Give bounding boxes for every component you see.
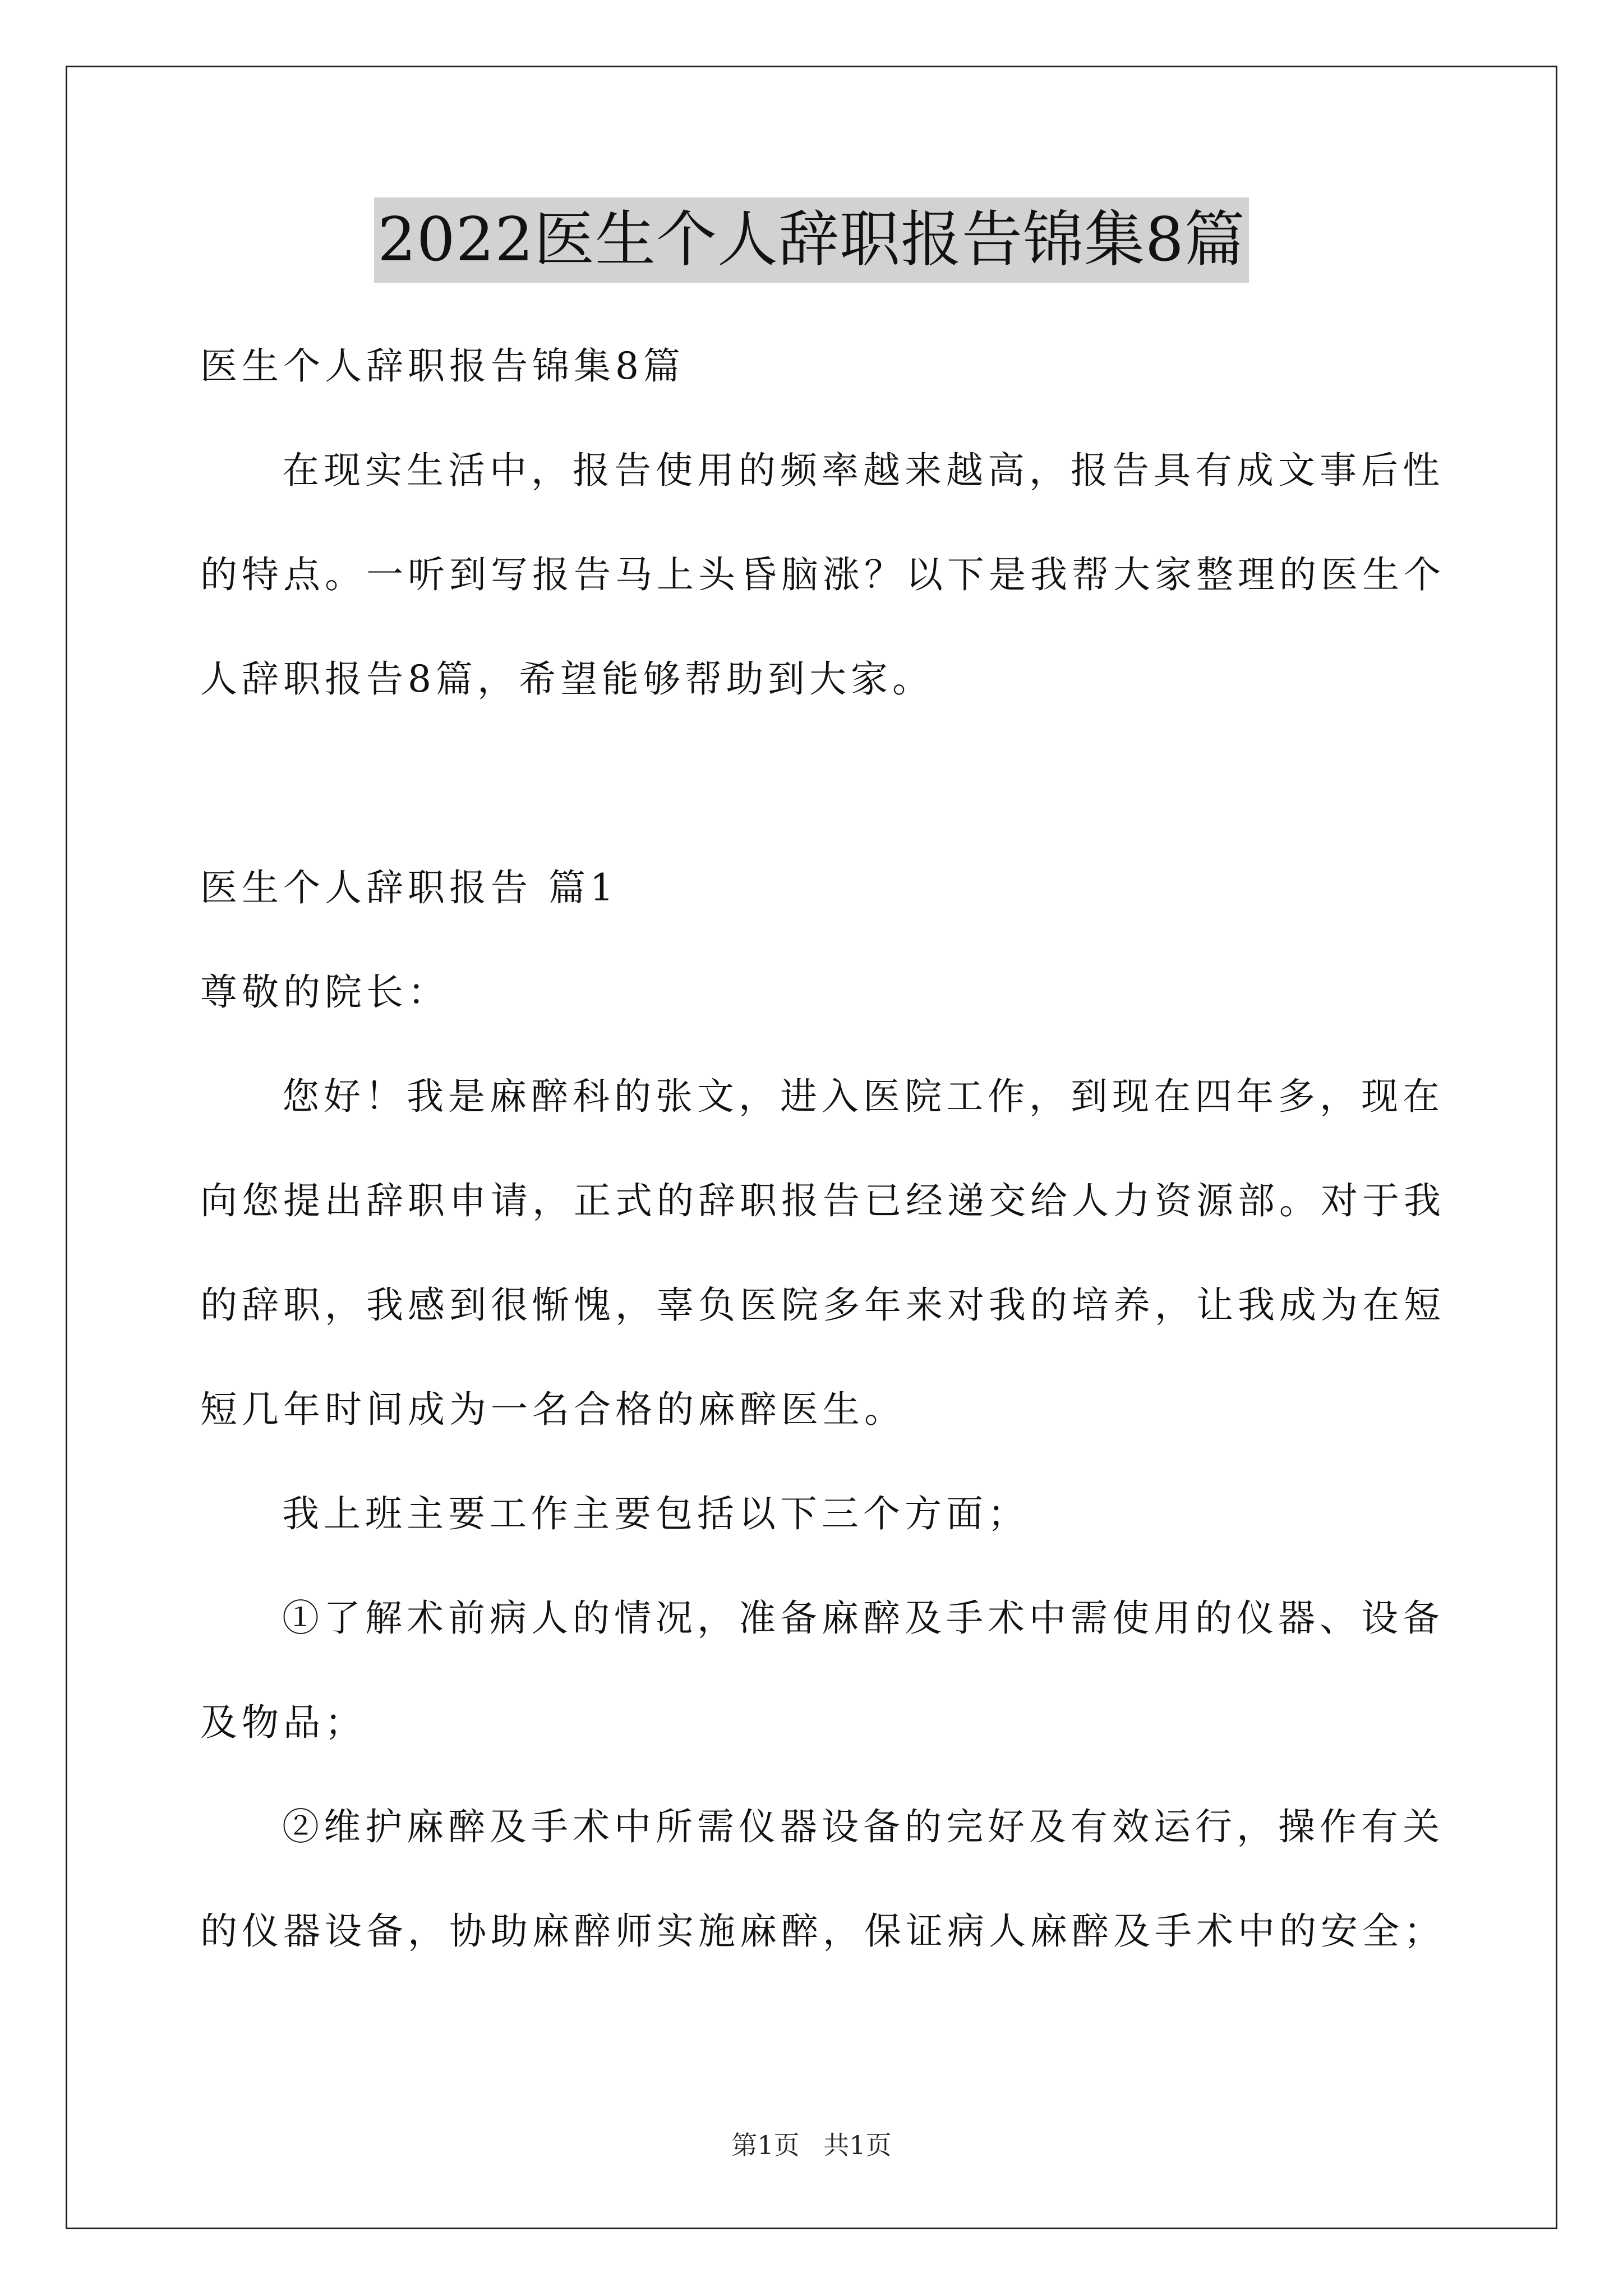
body-line-3: 的辞职，我感到很惭愧，辜负医院多年来对我的培养，让我成为在短 bbox=[200, 1283, 1445, 1327]
body-line-9: 的仪器设备，协助麻醉师实施麻醉，保证病人麻醉及手术中的安全； bbox=[200, 1910, 1445, 1953]
document-subtitle: 医生个人辞职报告锦集8篇 bbox=[200, 344, 685, 388]
body-line-2: 向您提出辞职申请，正式的辞职报告已经递交给人力资源部。对于我 bbox=[200, 1179, 1445, 1222]
body-line-7: 及物品； bbox=[200, 1701, 366, 1744]
page-number-total: 共1页 bbox=[823, 2130, 892, 2160]
paragraph-spacer bbox=[200, 731, 1423, 836]
document-title: 2022医生个人辞职报告锦集8篇 bbox=[374, 197, 1249, 283]
page-footer bbox=[0, 2128, 1623, 2162]
document-body bbox=[200, 314, 1445, 1984]
intro-line-1: 在现实生活中，报告使用的频率越来越高，报告具有成文事后性 bbox=[282, 449, 1444, 492]
body-line-8: ②维护麻醉及手术中所需仪器设备的完好及有效运行，操作有关 bbox=[282, 1805, 1444, 1848]
document-title-block bbox=[0, 197, 1623, 283]
salutation: 尊敬的院长： bbox=[200, 970, 449, 1014]
intro-line-2: 的特点。一听到写报告马上头昏脑涨？以下是我帮大家整理的医生个 bbox=[200, 553, 1445, 596]
section-heading: 医生个人辞职报告 篇1 bbox=[200, 866, 618, 909]
intro-line-3: 人辞职报告8篇，希望能够帮助到大家。 bbox=[200, 657, 934, 701]
page-number-current: 第1页 bbox=[731, 2130, 800, 2160]
body-line-5: 我上班主要工作主要包括以下三个方面； bbox=[282, 1492, 1029, 1535]
body-line-1: 您好！我是麻醉科的张文，进入医院工作，到现在四年多，现在 bbox=[282, 1075, 1444, 1118]
body-line-6: ①了解术前病人的情况，准备麻醉及手术中需使用的仪器、设备 bbox=[282, 1596, 1444, 1640]
body-line-4: 短几年时间成为一名合格的麻醉医生。 bbox=[200, 1388, 906, 1431]
